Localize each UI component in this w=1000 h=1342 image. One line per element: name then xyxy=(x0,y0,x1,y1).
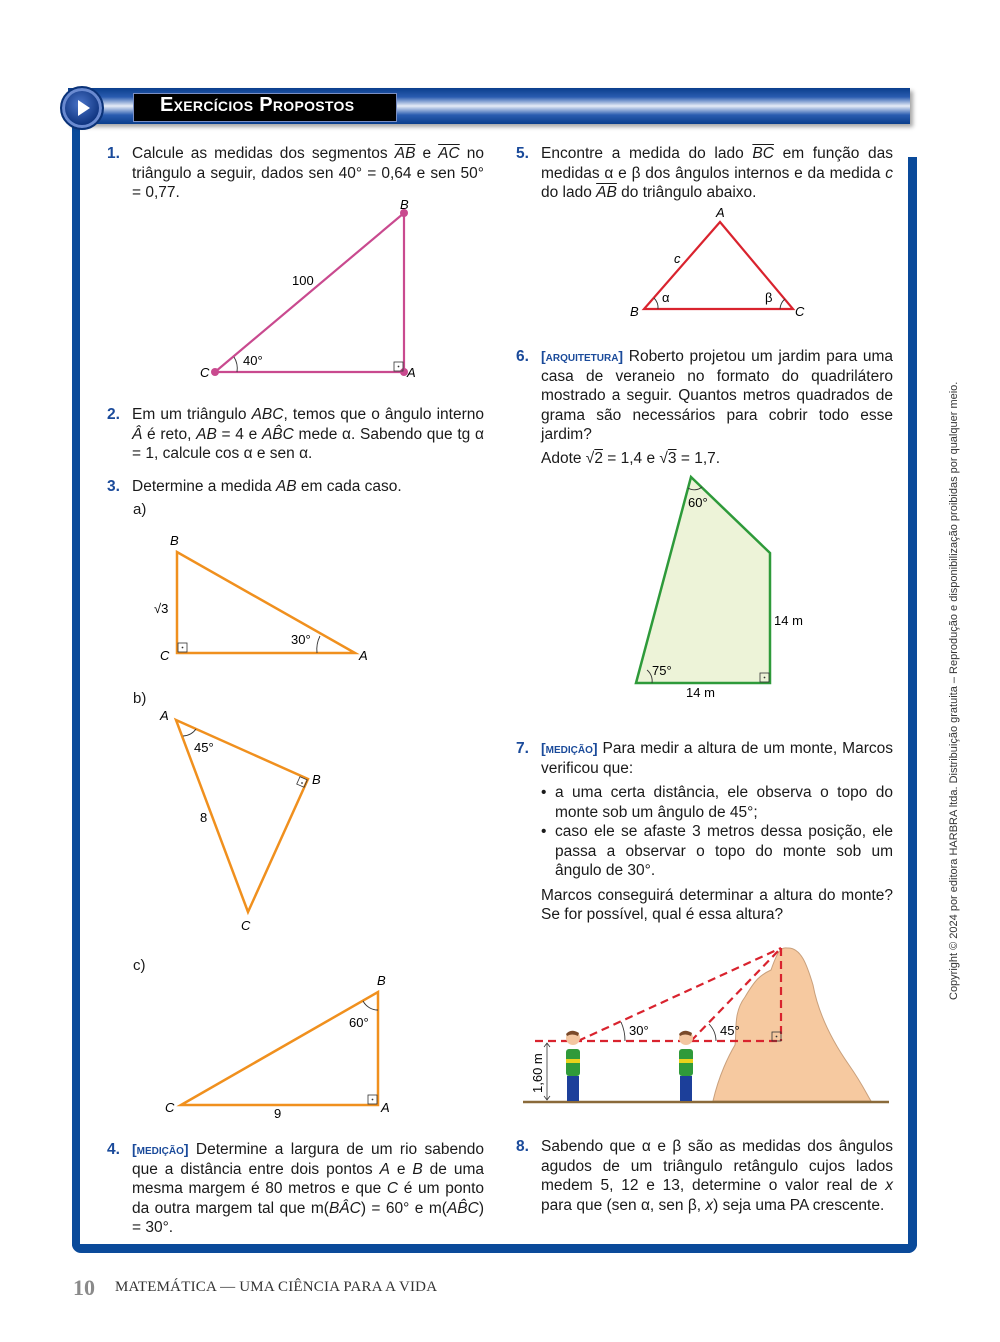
q3b-triangle-figure xyxy=(120,690,340,940)
side-label: 8 xyxy=(200,810,208,825)
question-4 xyxy=(107,1140,485,1238)
question-tag: [medição] xyxy=(541,740,598,756)
play-icon xyxy=(60,86,104,130)
question-tag: [medição] xyxy=(132,1141,189,1157)
label-c: C xyxy=(241,918,251,933)
question-text: Sabendo que α e β são as medidas dos ângulos agudos de um triângulo retângulo cujos lados medem 5, 12 e 13, determine o valor real de x para que (sen α, sen β, x) seja uma PA crescente. xyxy=(541,1138,893,1214)
person-far xyxy=(566,1031,580,1101)
angle-arc xyxy=(363,1001,378,1010)
label-c: C xyxy=(165,1100,175,1115)
section-title: Exercícios Propostos xyxy=(160,94,355,116)
side-c-label: c xyxy=(674,251,681,266)
beta-label: β xyxy=(765,290,773,305)
label-c: C xyxy=(795,304,805,319)
question-text: Marcos conseguirá determinar a altura do monte? Se for possível, qual é essa altura? xyxy=(541,886,893,923)
q3c-triangle-figure xyxy=(120,955,410,1125)
q5-triangle-figure xyxy=(620,200,820,325)
label-c: C xyxy=(200,365,210,380)
question-7 xyxy=(516,739,893,925)
angle-arc xyxy=(317,636,320,653)
question-5 xyxy=(516,144,894,203)
question-text: Determine a largura de um rio sabendo que a distância entre dois pontos A e B de uma mesma margem é 80 metros e que C é um ponto da outra margem tal que m(BÂC) = 60° e m(AB̂C) = 30°. xyxy=(132,1141,485,1236)
question-text: Determine a medida AB em cada caso. xyxy=(132,478,402,495)
question-number: 5. xyxy=(516,145,529,162)
side-bottom-label: 14 m xyxy=(686,685,715,700)
label-c: C xyxy=(160,648,170,663)
frame-right-border xyxy=(908,157,917,1253)
label-a: A xyxy=(381,1100,390,1115)
hypotenuse-label: 100 xyxy=(292,273,314,288)
question-text: Roberto projetou um jardim para uma casa de veraneio no formato do quadrilátero mostrado a seguir. Quantos metros quadrados de grama são necessários para cobrir todo esse jardim? xyxy=(541,348,893,443)
part-b-label: b) xyxy=(133,690,147,707)
angle-top-label: 60° xyxy=(688,495,708,510)
side-label: 9 xyxy=(274,1106,282,1121)
angle-bottom-label: 75° xyxy=(652,663,672,678)
angle-near-label: 45° xyxy=(720,1023,740,1038)
q6-garden-quadrilateral xyxy=(620,470,820,710)
question-6 xyxy=(516,347,893,468)
alpha-arc xyxy=(654,298,658,309)
question-2 xyxy=(107,405,484,464)
question-number: 6. xyxy=(516,348,529,365)
q1-triangle-figure xyxy=(190,195,430,385)
person-near xyxy=(679,1031,693,1101)
angle-30-arc xyxy=(621,1022,625,1041)
label-a: A xyxy=(160,708,169,723)
side-label: √3 xyxy=(154,601,169,616)
bullet-item: • caso ele se afaste 3 metros dessa posição, ele passa a observar o topo do monte sob um ângulo de 30°. xyxy=(541,822,893,881)
question-number: 3. xyxy=(107,478,120,495)
label-b: B xyxy=(400,197,409,212)
book-title: MATEMÁTICA — UMA CIÊNCIA PARA A VIDA xyxy=(115,1279,438,1295)
part-c-label: c) xyxy=(133,957,146,974)
label-a: A xyxy=(359,648,368,663)
vertex-c-dot xyxy=(211,368,219,376)
angle-arc xyxy=(234,357,237,372)
angle-label: 30° xyxy=(291,632,311,647)
frame-left-border xyxy=(72,118,80,1252)
angle-far-label: 30° xyxy=(629,1023,649,1038)
label-a: A xyxy=(407,365,416,380)
question-number: 2. xyxy=(107,406,120,423)
side-right-label: 14 m xyxy=(774,613,803,628)
angle-label: 60° xyxy=(349,1015,369,1030)
label-b: B xyxy=(170,533,179,548)
question-text: Em um triângulo ABC, temos que o ângulo interno Â é reto, AB = 4 e AB̂C mede α. Sabendo que tg α = 1, calcule cos α e sen α. xyxy=(132,406,484,462)
adopt-values: Adote √2 = 1,4 e √3 = 1,7. xyxy=(541,449,721,467)
question-number: 7. xyxy=(516,740,529,757)
bullet-list xyxy=(541,783,893,881)
q7-mountain-figure xyxy=(515,935,895,1115)
question-number: 4. xyxy=(107,1141,120,1158)
angle-label: 40° xyxy=(243,353,263,368)
angle-label: 45° xyxy=(194,740,214,755)
label-b: B xyxy=(377,973,386,988)
question-8 xyxy=(516,1137,893,1215)
beta-arc xyxy=(780,299,785,309)
question-number: 8. xyxy=(516,1138,529,1155)
q3a-triangle-figure xyxy=(140,525,380,675)
angle-arc xyxy=(183,729,196,736)
alpha-label: α xyxy=(662,290,670,305)
triangle-sides xyxy=(177,552,355,653)
question-text: Calcule as medidas dos segmentos $\overline{AB}$ e $\overline{AC}$ no triângulo a seguir, dados sen 40° = 0,64 e sen 50° = 0,77. xyxy=(132,145,484,201)
question-1 xyxy=(107,144,484,203)
copyright-notice: Copyright © 2024 por editora HARBRA ltda. Distribuição gratuita – Reprodução e disponibilização proibidas por qualquer meio. xyxy=(948,381,960,1000)
question-intro: Para medir a altura de um monte, Marcos verificou que: xyxy=(541,740,893,777)
height-label: 1,60 m xyxy=(530,1053,545,1093)
label-b: B xyxy=(630,304,639,319)
angle-45-arc xyxy=(709,1024,716,1041)
question-tag: [arquitetura] xyxy=(541,348,624,364)
bullet-item: • a uma certa distância, ele observa o topo do monte sob um ângulo de 45°; xyxy=(541,783,893,822)
question-text: Encontre a medida do lado $\overline{BC}$ em função das medidas α e β dos ângulos internos e da medida c do lado $\overline{AB}$ do triângulo abaixo. xyxy=(541,145,894,201)
label-b: B xyxy=(312,772,321,787)
question-3 xyxy=(107,477,484,497)
frame-bottom-border xyxy=(72,1244,917,1253)
triangle-sides xyxy=(181,992,378,1105)
part-a-label: a) xyxy=(133,501,147,518)
label-a: A xyxy=(716,205,725,220)
triangle-sides xyxy=(215,213,404,372)
page-number: 10 xyxy=(73,1275,95,1300)
question-number: 1. xyxy=(107,145,120,162)
